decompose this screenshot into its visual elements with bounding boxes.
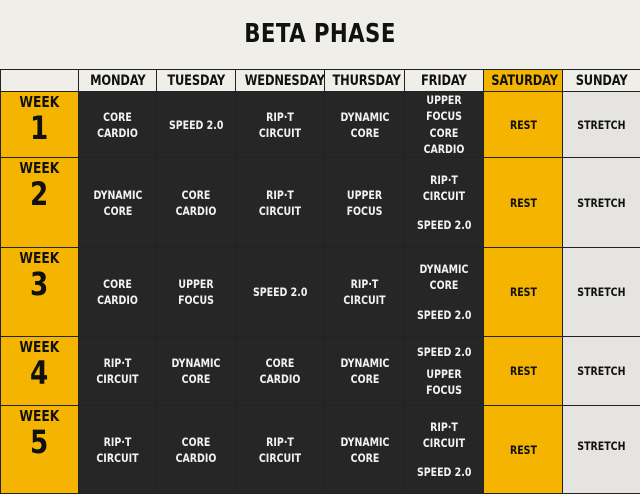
week-label-cell — [1, 337, 79, 406]
workout-name: CORE CARDIO — [97, 277, 138, 307]
workout-name: SPEED 2.0 — [416, 307, 472, 322]
workout-name: REST — [509, 364, 537, 378]
workout-cell-wednesday — [236, 158, 325, 248]
workout-name: RIP·T CIRCUIT — [258, 187, 302, 218]
workout-name: STRETCH — [577, 195, 626, 210]
week-word: WEEK — [19, 93, 60, 111]
workout-cell-friday — [405, 337, 484, 406]
workout-name: SPEED 2.0 — [168, 117, 224, 132]
week-row — [1, 406, 640, 494]
workout-cell-tuesday — [157, 248, 236, 337]
workout-name: STRETCH — [577, 117, 626, 132]
week-row — [1, 248, 640, 337]
workout-cell-monday — [79, 92, 157, 158]
workout-name: RIP·T CIRCUIT — [343, 277, 386, 307]
day-header-thursday: THURSDAY — [325, 70, 405, 92]
week-label-cell — [1, 158, 79, 248]
workout-name: CORE CARDIO — [259, 356, 301, 386]
workout-cell-wednesday — [236, 337, 325, 406]
workout-cell-friday — [405, 158, 484, 248]
week-number: 4 — [30, 354, 49, 392]
workout-name: SPEED 2.0 — [252, 285, 308, 299]
workout-cell-saturday — [484, 337, 563, 406]
workout-name: SPEED 2.0 — [416, 465, 472, 479]
workout-cell-sunday — [563, 248, 640, 337]
workout-cell-monday — [79, 248, 157, 337]
week-number: 2 — [30, 175, 49, 213]
workout-name: DYNAMIC CORE — [171, 356, 221, 386]
week-number: 3 — [30, 265, 49, 303]
day-header-wednesday: WEDNESDAY — [236, 70, 325, 92]
workout-cell-thursday — [325, 248, 405, 337]
workout-cell-tuesday — [157, 158, 236, 248]
week-word: WEEK — [19, 159, 60, 177]
workout-cell-saturday — [484, 92, 563, 158]
workout-name: STRETCH — [577, 439, 626, 453]
workout-name: CORE CARDIO — [175, 187, 217, 218]
workout-cell-friday — [405, 406, 484, 494]
workout-name: REST — [509, 117, 537, 132]
workout-cell-sunday — [563, 406, 640, 494]
week-row — [1, 92, 640, 158]
workout-name: SPEED 2.0 — [416, 344, 472, 359]
workout-cell-tuesday — [157, 337, 236, 406]
workout-name: UPPER FOCUS — [426, 93, 462, 124]
week-row — [1, 158, 640, 248]
workout-name: UPPER FOCUS — [178, 277, 214, 307]
day-header-friday: FRIDAY — [405, 70, 484, 92]
workout-name: UPPER FOCUS — [346, 187, 383, 218]
workout-name: DYNAMIC CORE — [93, 187, 142, 218]
workout-cell-thursday — [325, 406, 405, 494]
day-header-tuesday: TUESDAY — [157, 70, 236, 92]
workout-name: DYNAMIC CORE — [340, 356, 389, 386]
day-header-row — [1, 70, 640, 92]
day-header-monday: MONDAY — [79, 70, 157, 92]
workout-name: DYNAMIC CORE — [340, 109, 389, 140]
schedule-table — [0, 69, 640, 494]
week-label-cell — [1, 248, 79, 337]
week-word: WEEK — [19, 407, 60, 425]
week-label-cell — [1, 406, 79, 494]
workout-name: DYNAMIC CORE — [419, 262, 469, 293]
week-row — [1, 337, 640, 406]
week-word: WEEK — [19, 338, 60, 356]
workout-cell-thursday — [325, 337, 405, 406]
workout-cell-saturday — [484, 406, 563, 494]
workout-name: REST — [509, 285, 537, 299]
day-header-saturday: SATURDAY — [484, 70, 563, 92]
workout-cell-thursday — [325, 92, 405, 158]
workout-cell-saturday — [484, 248, 563, 337]
workout-name: REST — [509, 195, 537, 210]
workout-cell-wednesday — [236, 248, 325, 337]
workout-name: RIP·T CIRCUIT — [258, 109, 302, 140]
workout-name: RIP·T CIRCUIT — [258, 434, 302, 465]
workout-name: RIP·T CIRCUIT — [96, 356, 139, 386]
week-word: WEEK — [19, 249, 60, 267]
workout-cell-sunday — [563, 158, 640, 248]
corner-cell — [1, 70, 79, 92]
day-header-sunday: SUNDAY — [563, 70, 640, 92]
workout-cell-thursday — [325, 158, 405, 248]
workout-cell-saturday — [484, 158, 563, 248]
workout-name: DYNAMIC CORE — [340, 434, 389, 465]
page-title: BETA PHASE — [244, 19, 396, 49]
workout-name: RIP·T CIRCUIT — [422, 420, 466, 450]
workout-name: UPPER FOCUS — [426, 367, 462, 398]
workout-cell-tuesday — [157, 406, 236, 494]
workout-cell-monday — [79, 158, 157, 248]
workout-cell-tuesday — [157, 92, 236, 158]
week-label-cell — [1, 92, 79, 158]
workout-cell-wednesday — [236, 92, 325, 158]
workout-cell-monday — [79, 406, 157, 494]
workout-name: CORE CARDIO — [175, 434, 217, 465]
workout-name: RIP·T CIRCUIT — [422, 172, 466, 203]
workout-name: RIP·T CIRCUIT — [96, 434, 139, 465]
workout-name: CORE CARDIO — [97, 109, 138, 140]
workout-cell-monday — [79, 337, 157, 406]
workout-cell-sunday — [563, 92, 640, 158]
workout-name: REST — [509, 442, 537, 457]
workout-cell-wednesday — [236, 406, 325, 494]
workout-cell-friday — [405, 92, 484, 158]
week-number: 1 — [30, 109, 49, 147]
workout-cell-sunday — [563, 337, 640, 406]
workout-name: STRETCH — [577, 364, 626, 378]
workout-name: STRETCH — [577, 285, 626, 299]
week-number: 5 — [30, 423, 49, 461]
workout-name: CORE CARDIO — [423, 125, 465, 156]
workout-name: SPEED 2.0 — [416, 218, 472, 233]
workout-cell-friday — [405, 248, 484, 337]
